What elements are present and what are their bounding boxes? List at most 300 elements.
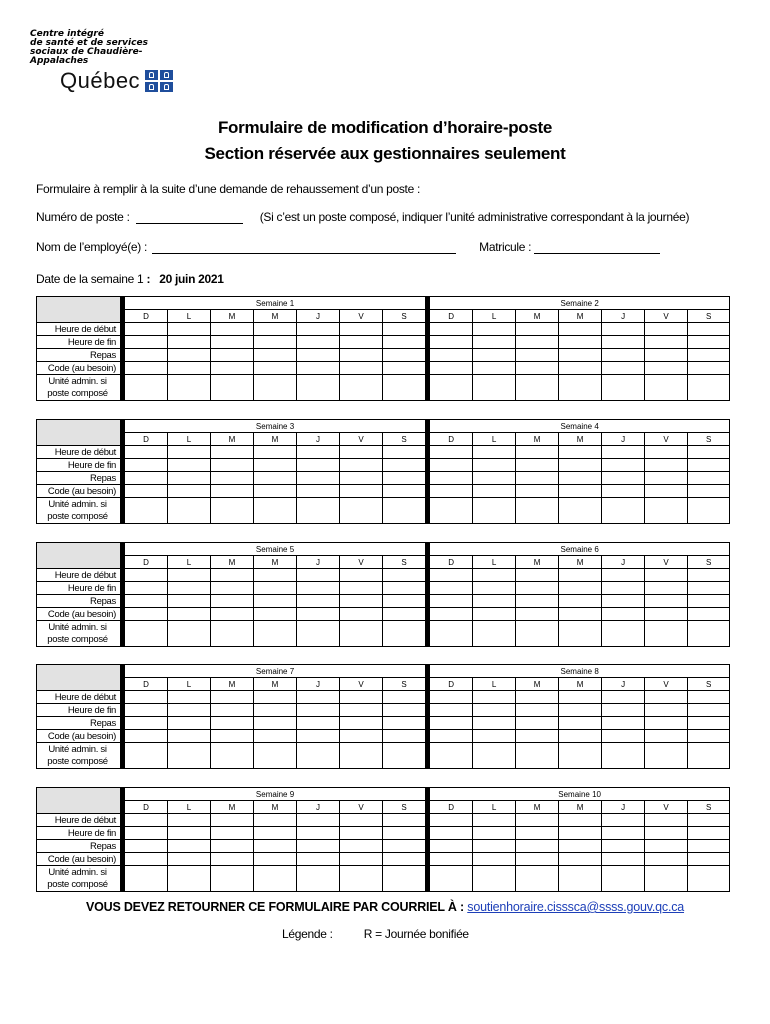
schedule-cell[interactable] <box>383 446 426 459</box>
schedule-cell[interactable] <box>645 349 688 362</box>
schedule-cell[interactable] <box>254 704 297 717</box>
schedule-cell[interactable] <box>516 730 559 743</box>
schedule-cell[interactable] <box>211 827 254 840</box>
schedule-cell[interactable] <box>211 621 254 647</box>
schedule-cell[interactable] <box>168 608 211 621</box>
schedule-cell[interactable] <box>297 853 340 866</box>
employee-name-input[interactable] <box>152 241 456 254</box>
schedule-cell[interactable] <box>602 498 645 524</box>
schedule-cell[interactable] <box>211 608 254 621</box>
schedule-cell[interactable] <box>168 691 211 704</box>
schedule-cell[interactable] <box>559 840 602 853</box>
schedule-cell[interactable] <box>645 595 688 608</box>
schedule-cell[interactable] <box>211 866 254 892</box>
schedule-cell[interactable] <box>168 827 211 840</box>
schedule-cell[interactable] <box>516 582 559 595</box>
schedule-cell[interactable] <box>516 446 559 459</box>
schedule-cell[interactable] <box>211 730 254 743</box>
schedule-cell[interactable] <box>297 362 340 375</box>
schedule-cell[interactable] <box>645 362 688 375</box>
schedule-cell[interactable] <box>211 349 254 362</box>
schedule-cell[interactable] <box>168 717 211 730</box>
schedule-cell[interactable] <box>340 743 383 769</box>
schedule-cell[interactable] <box>430 866 473 892</box>
schedule-cell[interactable] <box>473 349 516 362</box>
schedule-cell[interactable] <box>516 621 559 647</box>
schedule-cell[interactable] <box>340 827 383 840</box>
schedule-cell[interactable] <box>559 743 602 769</box>
schedule-cell[interactable] <box>602 459 645 472</box>
schedule-cell[interactable] <box>383 866 426 892</box>
schedule-cell[interactable] <box>254 827 297 840</box>
schedule-cell[interactable] <box>516 743 559 769</box>
schedule-cell[interactable] <box>645 375 688 401</box>
schedule-cell[interactable] <box>473 814 516 827</box>
schedule-cell[interactable] <box>473 704 516 717</box>
schedule-cell[interactable] <box>168 472 211 485</box>
schedule-cell[interactable] <box>559 362 602 375</box>
schedule-cell[interactable] <box>559 336 602 349</box>
schedule-cell[interactable] <box>688 485 730 498</box>
schedule-cell[interactable] <box>125 621 168 647</box>
schedule-cell[interactable] <box>688 595 730 608</box>
schedule-cell[interactable] <box>340 323 383 336</box>
schedule-cell[interactable] <box>168 569 211 582</box>
schedule-cell[interactable] <box>473 717 516 730</box>
schedule-cell[interactable] <box>383 375 426 401</box>
schedule-cell[interactable] <box>125 814 168 827</box>
schedule-cell[interactable] <box>297 323 340 336</box>
schedule-cell[interactable] <box>602 582 645 595</box>
schedule-cell[interactable] <box>430 446 473 459</box>
schedule-cell[interactable] <box>254 459 297 472</box>
schedule-cell[interactable] <box>430 730 473 743</box>
schedule-cell[interactable] <box>340 840 383 853</box>
schedule-cell[interactable] <box>516 375 559 401</box>
schedule-cell[interactable] <box>430 595 473 608</box>
schedule-cell[interactable] <box>516 717 559 730</box>
schedule-cell[interactable] <box>340 717 383 730</box>
schedule-cell[interactable] <box>254 814 297 827</box>
schedule-cell[interactable] <box>297 498 340 524</box>
schedule-cell[interactable] <box>688 375 730 401</box>
schedule-cell[interactable] <box>340 595 383 608</box>
schedule-cell[interactable] <box>645 691 688 704</box>
schedule-cell[interactable] <box>125 730 168 743</box>
schedule-cell[interactable] <box>430 814 473 827</box>
schedule-cell[interactable] <box>430 840 473 853</box>
schedule-cell[interactable] <box>340 336 383 349</box>
schedule-cell[interactable] <box>254 853 297 866</box>
schedule-cell[interactable] <box>383 459 426 472</box>
schedule-cell[interactable] <box>297 472 340 485</box>
schedule-cell[interactable] <box>168 704 211 717</box>
schedule-cell[interactable] <box>559 691 602 704</box>
schedule-cell[interactable] <box>383 743 426 769</box>
schedule-cell[interactable] <box>168 459 211 472</box>
schedule-cell[interactable] <box>297 827 340 840</box>
schedule-cell[interactable] <box>254 569 297 582</box>
schedule-cell[interactable] <box>168 349 211 362</box>
schedule-cell[interactable] <box>602 349 645 362</box>
schedule-cell[interactable] <box>516 853 559 866</box>
schedule-cell[interactable] <box>340 866 383 892</box>
schedule-cell[interactable] <box>473 840 516 853</box>
schedule-cell[interactable] <box>559 446 602 459</box>
schedule-cell[interactable] <box>516 569 559 582</box>
schedule-cell[interactable] <box>688 582 730 595</box>
schedule-cell[interactable] <box>383 853 426 866</box>
schedule-cell[interactable] <box>168 582 211 595</box>
schedule-cell[interactable] <box>254 743 297 769</box>
schedule-cell[interactable] <box>211 814 254 827</box>
schedule-cell[interactable] <box>516 827 559 840</box>
schedule-cell[interactable] <box>516 691 559 704</box>
schedule-cell[interactable] <box>254 323 297 336</box>
schedule-cell[interactable] <box>340 498 383 524</box>
schedule-cell[interactable] <box>297 621 340 647</box>
schedule-cell[interactable] <box>688 840 730 853</box>
schedule-cell[interactable] <box>559 704 602 717</box>
schedule-cell[interactable] <box>340 375 383 401</box>
schedule-cell[interactable] <box>430 853 473 866</box>
schedule-cell[interactable] <box>297 582 340 595</box>
schedule-cell[interactable] <box>297 730 340 743</box>
schedule-cell[interactable] <box>297 743 340 769</box>
schedule-cell[interactable] <box>383 840 426 853</box>
schedule-cell[interactable] <box>645 827 688 840</box>
schedule-cell[interactable] <box>254 717 297 730</box>
schedule-cell[interactable] <box>559 349 602 362</box>
schedule-cell[interactable] <box>559 827 602 840</box>
schedule-cell[interactable] <box>430 704 473 717</box>
schedule-cell[interactable] <box>383 362 426 375</box>
email-link[interactable]: soutienhoraire.cisssca@ssss.gouv.qc.ca <box>467 900 685 914</box>
schedule-cell[interactable] <box>297 446 340 459</box>
schedule-cell[interactable] <box>211 459 254 472</box>
schedule-cell[interactable] <box>254 840 297 853</box>
schedule-cell[interactable] <box>211 582 254 595</box>
schedule-cell[interactable] <box>559 853 602 866</box>
schedule-cell[interactable] <box>430 323 473 336</box>
schedule-cell[interactable] <box>168 730 211 743</box>
schedule-cell[interactable] <box>211 691 254 704</box>
schedule-cell[interactable] <box>211 446 254 459</box>
schedule-cell[interactable] <box>254 375 297 401</box>
schedule-cell[interactable] <box>602 485 645 498</box>
schedule-cell[interactable] <box>559 569 602 582</box>
schedule-cell[interactable] <box>340 730 383 743</box>
schedule-cell[interactable] <box>645 704 688 717</box>
schedule-cell[interactable] <box>473 336 516 349</box>
schedule-cell[interactable] <box>602 691 645 704</box>
schedule-cell[interactable] <box>383 595 426 608</box>
schedule-cell[interactable] <box>559 498 602 524</box>
schedule-cell[interactable] <box>602 717 645 730</box>
schedule-cell[interactable] <box>125 323 168 336</box>
schedule-cell[interactable] <box>430 691 473 704</box>
schedule-cell[interactable] <box>516 866 559 892</box>
schedule-cell[interactable] <box>168 362 211 375</box>
schedule-cell[interactable] <box>340 582 383 595</box>
schedule-cell[interactable] <box>602 814 645 827</box>
schedule-cell[interactable] <box>125 743 168 769</box>
schedule-cell[interactable] <box>211 336 254 349</box>
schedule-cell[interactable] <box>473 827 516 840</box>
schedule-cell[interactable] <box>211 375 254 401</box>
schedule-cell[interactable] <box>602 608 645 621</box>
schedule-cell[interactable] <box>383 717 426 730</box>
schedule-cell[interactable] <box>125 362 168 375</box>
schedule-cell[interactable] <box>688 498 730 524</box>
schedule-cell[interactable] <box>516 336 559 349</box>
schedule-cell[interactable] <box>559 595 602 608</box>
schedule-cell[interactable] <box>473 485 516 498</box>
schedule-cell[interactable] <box>688 717 730 730</box>
schedule-cell[interactable] <box>125 349 168 362</box>
schedule-cell[interactable] <box>340 569 383 582</box>
schedule-cell[interactable] <box>688 691 730 704</box>
schedule-cell[interactable] <box>559 717 602 730</box>
schedule-cell[interactable] <box>688 743 730 769</box>
schedule-cell[interactable] <box>254 582 297 595</box>
schedule-cell[interactable] <box>688 472 730 485</box>
schedule-cell[interactable] <box>473 362 516 375</box>
schedule-cell[interactable] <box>383 569 426 582</box>
schedule-cell[interactable] <box>688 621 730 647</box>
schedule-cell[interactable] <box>645 621 688 647</box>
schedule-cell[interactable] <box>125 704 168 717</box>
schedule-cell[interactable] <box>645 498 688 524</box>
schedule-cell[interactable] <box>688 362 730 375</box>
schedule-cell[interactable] <box>297 704 340 717</box>
schedule-cell[interactable] <box>688 336 730 349</box>
schedule-cell[interactable] <box>430 621 473 647</box>
schedule-cell[interactable] <box>559 472 602 485</box>
schedule-cell[interactable] <box>125 866 168 892</box>
schedule-cell[interactable] <box>125 582 168 595</box>
schedule-cell[interactable] <box>297 717 340 730</box>
schedule-cell[interactable] <box>254 498 297 524</box>
schedule-cell[interactable] <box>297 595 340 608</box>
schedule-cell[interactable] <box>602 375 645 401</box>
schedule-cell[interactable] <box>430 569 473 582</box>
schedule-cell[interactable] <box>430 336 473 349</box>
schedule-cell[interactable] <box>340 349 383 362</box>
schedule-cell[interactable] <box>168 814 211 827</box>
schedule-cell[interactable] <box>473 459 516 472</box>
schedule-cell[interactable] <box>383 814 426 827</box>
schedule-cell[interactable] <box>473 582 516 595</box>
schedule-cell[interactable] <box>125 717 168 730</box>
schedule-cell[interactable] <box>430 362 473 375</box>
schedule-cell[interactable] <box>559 866 602 892</box>
schedule-cell[interactable] <box>645 485 688 498</box>
schedule-cell[interactable] <box>559 582 602 595</box>
schedule-cell[interactable] <box>254 691 297 704</box>
schedule-cell[interactable] <box>168 743 211 769</box>
schedule-cell[interactable] <box>559 459 602 472</box>
schedule-cell[interactable] <box>383 582 426 595</box>
schedule-cell[interactable] <box>383 827 426 840</box>
schedule-cell[interactable] <box>340 459 383 472</box>
schedule-cell[interactable] <box>516 485 559 498</box>
schedule-cell[interactable] <box>473 866 516 892</box>
schedule-cell[interactable] <box>688 349 730 362</box>
schedule-cell[interactable] <box>645 814 688 827</box>
schedule-cell[interactable] <box>473 730 516 743</box>
schedule-cell[interactable] <box>688 814 730 827</box>
schedule-cell[interactable] <box>559 608 602 621</box>
schedule-cell[interactable] <box>168 498 211 524</box>
schedule-cell[interactable] <box>473 472 516 485</box>
schedule-cell[interactable] <box>168 485 211 498</box>
schedule-cell[interactable] <box>430 608 473 621</box>
schedule-cell[interactable] <box>211 853 254 866</box>
schedule-cell[interactable] <box>473 375 516 401</box>
schedule-cell[interactable] <box>688 569 730 582</box>
schedule-cell[interactable] <box>473 446 516 459</box>
schedule-cell[interactable] <box>602 704 645 717</box>
schedule-cell[interactable] <box>297 349 340 362</box>
schedule-cell[interactable] <box>297 459 340 472</box>
schedule-cell[interactable] <box>125 827 168 840</box>
schedule-cell[interactable] <box>430 472 473 485</box>
schedule-cell[interactable] <box>645 866 688 892</box>
schedule-cell[interactable] <box>125 336 168 349</box>
schedule-cell[interactable] <box>383 498 426 524</box>
schedule-cell[interactable] <box>688 704 730 717</box>
schedule-cell[interactable] <box>602 362 645 375</box>
date-value[interactable]: 20 juin 2021 <box>159 272 224 286</box>
schedule-cell[interactable] <box>473 608 516 621</box>
schedule-cell[interactable] <box>645 323 688 336</box>
schedule-cell[interactable] <box>516 704 559 717</box>
schedule-cell[interactable] <box>602 840 645 853</box>
schedule-cell[interactable] <box>430 827 473 840</box>
schedule-cell[interactable] <box>125 595 168 608</box>
schedule-cell[interactable] <box>473 853 516 866</box>
schedule-cell[interactable] <box>602 472 645 485</box>
schedule-cell[interactable] <box>602 336 645 349</box>
schedule-cell[interactable] <box>254 446 297 459</box>
schedule-cell[interactable] <box>383 691 426 704</box>
schedule-cell[interactable] <box>559 375 602 401</box>
schedule-cell[interactable] <box>211 595 254 608</box>
schedule-cell[interactable] <box>688 853 730 866</box>
poste-input[interactable] <box>136 211 243 224</box>
schedule-cell[interactable] <box>516 595 559 608</box>
schedule-cell[interactable] <box>688 459 730 472</box>
schedule-cell[interactable] <box>430 485 473 498</box>
schedule-cell[interactable] <box>645 336 688 349</box>
schedule-cell[interactable] <box>211 485 254 498</box>
schedule-cell[interactable] <box>340 621 383 647</box>
schedule-cell[interactable] <box>340 485 383 498</box>
schedule-cell[interactable] <box>688 323 730 336</box>
schedule-cell[interactable] <box>688 608 730 621</box>
schedule-cell[interactable] <box>516 459 559 472</box>
schedule-cell[interactable] <box>125 459 168 472</box>
schedule-cell[interactable] <box>602 323 645 336</box>
schedule-cell[interactable] <box>125 608 168 621</box>
schedule-cell[interactable] <box>211 717 254 730</box>
schedule-cell[interactable] <box>473 569 516 582</box>
schedule-cell[interactable] <box>559 814 602 827</box>
schedule-cell[interactable] <box>125 691 168 704</box>
schedule-cell[interactable] <box>602 621 645 647</box>
schedule-cell[interactable] <box>125 446 168 459</box>
schedule-cell[interactable] <box>602 827 645 840</box>
schedule-cell[interactable] <box>211 323 254 336</box>
schedule-cell[interactable] <box>473 323 516 336</box>
schedule-cell[interactable] <box>516 362 559 375</box>
schedule-cell[interactable] <box>340 853 383 866</box>
schedule-cell[interactable] <box>516 472 559 485</box>
schedule-cell[interactable] <box>645 853 688 866</box>
schedule-cell[interactable] <box>211 840 254 853</box>
schedule-cell[interactable] <box>254 595 297 608</box>
schedule-cell[interactable] <box>254 336 297 349</box>
schedule-cell[interactable] <box>430 743 473 769</box>
schedule-cell[interactable] <box>211 569 254 582</box>
schedule-cell[interactable] <box>297 691 340 704</box>
schedule-cell[interactable] <box>211 704 254 717</box>
schedule-cell[interactable] <box>211 743 254 769</box>
schedule-cell[interactable] <box>602 866 645 892</box>
schedule-cell[interactable] <box>559 730 602 743</box>
schedule-cell[interactable] <box>168 323 211 336</box>
schedule-cell[interactable] <box>602 743 645 769</box>
schedule-cell[interactable] <box>430 717 473 730</box>
schedule-cell[interactable] <box>602 569 645 582</box>
schedule-cell[interactable] <box>645 582 688 595</box>
schedule-cell[interactable] <box>297 375 340 401</box>
schedule-cell[interactable] <box>168 446 211 459</box>
schedule-cell[interactable] <box>211 498 254 524</box>
schedule-cell[interactable] <box>340 704 383 717</box>
schedule-cell[interactable] <box>254 866 297 892</box>
schedule-cell[interactable] <box>430 498 473 524</box>
schedule-cell[interactable] <box>125 840 168 853</box>
schedule-cell[interactable] <box>516 608 559 621</box>
schedule-cell[interactable] <box>473 691 516 704</box>
schedule-cell[interactable] <box>645 569 688 582</box>
schedule-cell[interactable] <box>125 498 168 524</box>
schedule-cell[interactable] <box>645 743 688 769</box>
schedule-cell[interactable] <box>254 485 297 498</box>
schedule-cell[interactable] <box>688 827 730 840</box>
schedule-cell[interactable] <box>430 349 473 362</box>
schedule-cell[interactable] <box>168 840 211 853</box>
schedule-cell[interactable] <box>383 323 426 336</box>
schedule-cell[interactable] <box>645 608 688 621</box>
schedule-cell[interactable] <box>254 349 297 362</box>
schedule-cell[interactable] <box>125 569 168 582</box>
schedule-cell[interactable] <box>602 595 645 608</box>
schedule-cell[interactable] <box>559 621 602 647</box>
schedule-cell[interactable] <box>383 349 426 362</box>
schedule-cell[interactable] <box>211 362 254 375</box>
schedule-cell[interactable] <box>516 814 559 827</box>
schedule-cell[interactable] <box>168 595 211 608</box>
schedule-cell[interactable] <box>559 323 602 336</box>
schedule-cell[interactable] <box>473 595 516 608</box>
schedule-cell[interactable] <box>688 866 730 892</box>
schedule-cell[interactable] <box>430 459 473 472</box>
schedule-cell[interactable] <box>383 704 426 717</box>
schedule-cell[interactable] <box>645 717 688 730</box>
